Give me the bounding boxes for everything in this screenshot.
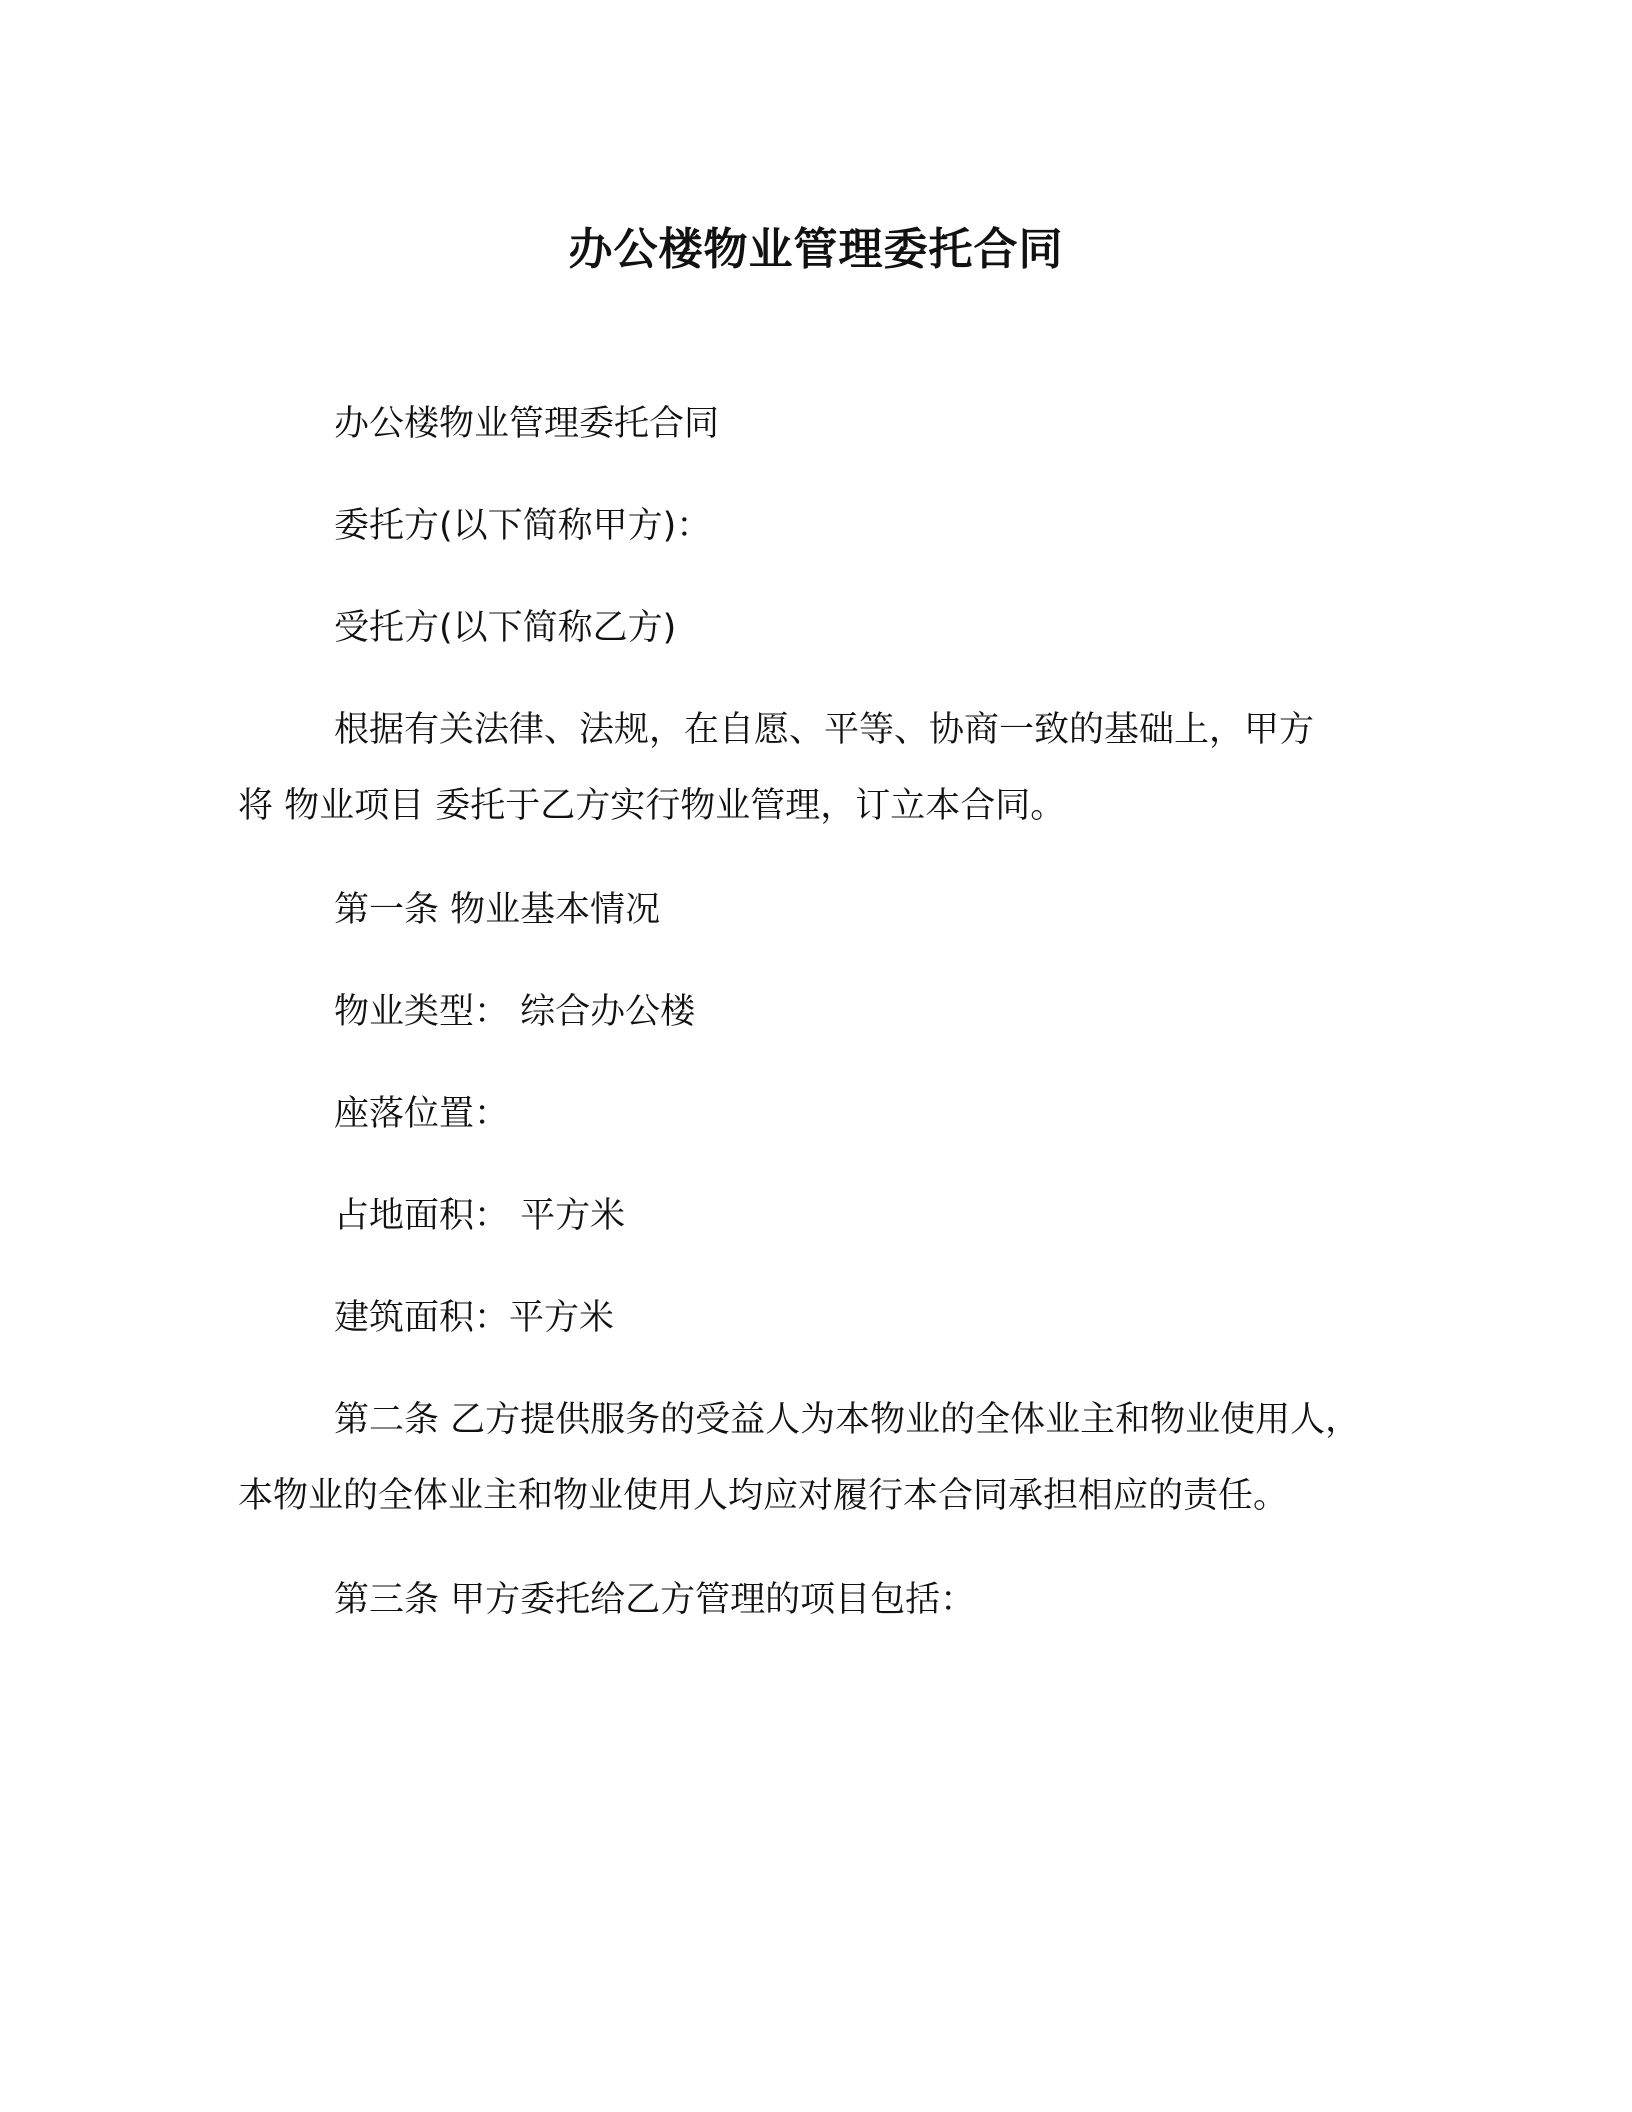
document-subtitle: 办公楼物业管理委托合同	[334, 404, 720, 444]
document-title: 办公楼物业管理委托合同	[568, 224, 1064, 275]
building-area-line: 建筑面积：平方米	[334, 1298, 615, 1338]
article-3-heading: 第三条 甲方委托给乙方管理的项目包括：	[334, 1580, 976, 1620]
preamble-paragraph	[238, 692, 1408, 844]
party-b-line: 受托方(以下简称乙方)	[334, 608, 677, 648]
property-type-line: 物业类型： 综合办公楼	[334, 992, 696, 1032]
preamble-line-1: 根据有关法律、法规，在自愿、平等、协商一致的基础上，甲方	[334, 710, 1315, 750]
article-2-line-2: 本物业的全体业主和物业使用人均应对履行本合同承担相应的责任。	[238, 1476, 1289, 1516]
article-2-paragraph	[238, 1382, 1408, 1534]
location-line: 座落位置：	[334, 1094, 510, 1134]
party-a-line: 委托方(以下简称甲方)：	[334, 506, 712, 546]
article-2-line-1: 第二条 乙方提供服务的受益人为本物业的全体业主和物业使用人，	[334, 1400, 1361, 1440]
preamble-line-2: 将 物业项目 委托于乙方实行物业管理，订立本合同。	[238, 786, 1066, 826]
land-area-line: 占地面积： 平方米	[334, 1196, 626, 1236]
article-1-heading: 第一条 物业基本情况	[334, 890, 661, 930]
